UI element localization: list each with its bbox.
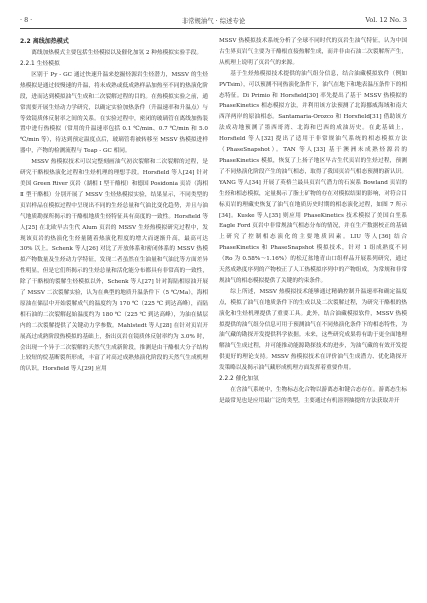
- page-number: · 8 ·: [20, 16, 33, 24]
- paragraph: 在含油气系统中，生物标志化合物以游离态和键合态存在。游离态生标是最常见也是应用最广泛的类型，主要通过有机溶剂抽提的方法获取并开: [219, 387, 407, 404]
- paragraph: 离线加热模式主要包括生烃模拟以及催化加氢 2 种热模拟实验手段。: [31, 50, 203, 56]
- paragraph: 综上所述，MSSV 热模拟技术能够通过精确控制升温速率和确定温度点，模拟了油气在地质条件下的生成以及二次裂解过程，为研究干酪根的热演化和生烃机理提供了重要工具。此外，结合油藏模拟软件，MSSV 热模拟提供的油气组分信息可用于预测油气在不同热演化条件下的相态特性，为油气藏的勘探开发提供科学依据。未来，这些研究成果将有助于更全面地理解油气生成过程，并可能推动能源勘探技术的进步，为油气藏的有效开发提供更好的理论支持。MSSV 热模拟技术在评价油气生成潜力、优化勘探开发策略以及揭示油气藏形成机理方面发挥着重要作用。: [219, 288, 407, 372]
- right-column: [219, 36, 407, 596]
- journal-title: 非常规油气 · 综述专论: [181, 16, 246, 25]
- paragraph: 区别于 Py - GC 通过快速升温来挖掘烃源岩生烃潜力，MSSV 的生烃热模拟是通过较慢速的升温，将未成熟或低成熟样品加热至不同的热演化阶段，进而达到模拟油气生成和二次裂解过程的目的。在热模拟实验之前，通常需要开展生烃动力学研究，以确定实验加热条件（升温速率和升温点）与等效镜质体反射率之间的关系。在实验过程中，密闭的玻璃管在离线加热装置中进行热模拟（常用的升温速率包括 0.1 ℃/min、0.7 ℃/min 和 5.0 ℃/min 等），待达到预定温度点后，玻璃管将被转移至 MSSV 热模拟进样器中，产物的检测流程与 Teap - GC 相同。: [20, 71, 208, 155]
- paragraph: MSSV 热模拟技术可以完整刻画油气初次裂解和二次裂解的过程，是研究干酪根热演化过程和生烃机理的理想手段。Horsfield 等人[24] 针对美国 Green River 页岩（湖相 Ⅰ 型干酪根）和德国 Posidonia 页岩（海相 Ⅱ 型干酪根）分别开展了 MSSV 生烃热模拟实验，结果显示，不同类型的页岩样品在模拟过程中呈现出不同的生烃总量和气油比变化趋势，并且与油气地质勘探所揭示的干酪根地质生烃特征具有高度的一致性。Horsfield 等人[25] 在北欧早古生代 Alum 页岩的 MSSV 生烃热模拟研究过程中，发现该页岩的热演化生烃量随着热演化程度的增大而逐渐升高，最高可达 30% 以上。Schenk 等人[26] 对比了开放体系和密闭体系的 MSSV 热模拟产物数量及生烃动力学特征，发现二者虽然在生油量和气油比等方面差异性明显，但是它们所揭示的生烃总量和活化能分布都具有非常高的一致性，除了干酪根的裂解生烃模拟以外，Schenk 等人[27] 针对海陆相原油开展了 MSSV 二次裂解实验，认为在典型的地质升温条件下（5 ℃/Ma），海相原油在储层中开始裂解成气的温度约为 170 ℃（225 ℃ 到达高峰），而陆相石油的二次裂解起始温度约为 180 ℃（225 ℃ 到达高峰），为油在储层内的二次裂解提供了关键动力学参数。Mahlstedt 等人[28] 在针对页岩开展高过成熟阶段热模拟的基础上，指出页岩在镜质体反射率约为 3.0% 时，会出现一个异于二次裂解的天然气生成新阶段，推测是由干酪根大分子结构上较短的烷基断裂所形成，丰富了对高过成熟热演化阶段的天然气生成机理的认识。Horsfield 等人[29] 应用: [20, 159, 208, 373]
- paragraph: MSSV 热模拟技术系统分析了全球不同时代的页岩生油气特征，认为中国古生界页岩气主要为干酪根直接热解生成，而并非由石油二次裂解所产生，从机理上说明了页岩气的来源。: [219, 38, 407, 66]
- header-rule: [20, 28, 407, 29]
- body-columns: [20, 36, 407, 596]
- subsection-heading: 2.2.1 生烃模拟: [20, 60, 60, 67]
- left-column: [20, 36, 208, 596]
- running-header: [20, 14, 407, 26]
- volume-issue: Vol. 12 No. 3: [365, 16, 407, 24]
- subsection-heading: 2.2.2 催化加氢: [219, 376, 259, 383]
- section-heading: 2.2 离线加热模式: [20, 38, 69, 45]
- paragraph: 基于生烃热模拟技术提供的油气组分信息，结合油藏模拟软件（例如 PVTsim），可以预测不同热演化条件下，油气在地下和地表温压条件下的相态特征。Di Primio 和 Horsfield[30] 率先提出了基于 MSSV 热模拟的 PhaseKinetics 相态模拟方法，并利用该方法预测了北海挪威海域和南大西洋两岸的原油相态。Santamaria-Orozco 和 Horsfield[31] 借助该方法成功地预测了墨西哥湾、北海和巴西的成油历史。在此基础上，Horsfield 等人[32] 提出了适用于非常规油气系统的相态模拟方法（PhaseSnapshot）。TAN 等人[33] 基于澳洲未成熟烃源岩的 PhaseKinetics 模拟，恢复了上扬子地区早古生代页岩的生烃过程，预测了不同热演化阶段产生的油气相态，取得了我国页岩气相态预测的新认识。YANG 等人[34] 开展了英格兰最具页岩气潜力的石炭系 Bowland 页岩的生烃和相态模拟，定量揭示了脂土矿物的存在对模拟结果的影响，对符合目标页岩的理藏史恢复了油气在地质历史时期的相态演化过程，如图 7 所示[34]。Kuske 等人[35] 则应用 PhaseKinetics 技术模拟了美国白垩系 Eagle Ford 页岩中非常规油气相态分布的情况，并在生产数据校正的基础上研究了控制相态演化的主要地质因素。LIU 等人[36] 结合 PhaseKinetics 和 PhaseSnapshot 模拟技术，针对 1 组成熟度不同（Ro 为 0.58%～1.16%）的松辽盆地青山口组样品开展系列研究，通过天然成熟度序列的产物校正了人工热模拟序列中的产物组成，为常规和非常规油气的相态模拟提供了关键的约束条件。: [219, 70, 407, 284]
